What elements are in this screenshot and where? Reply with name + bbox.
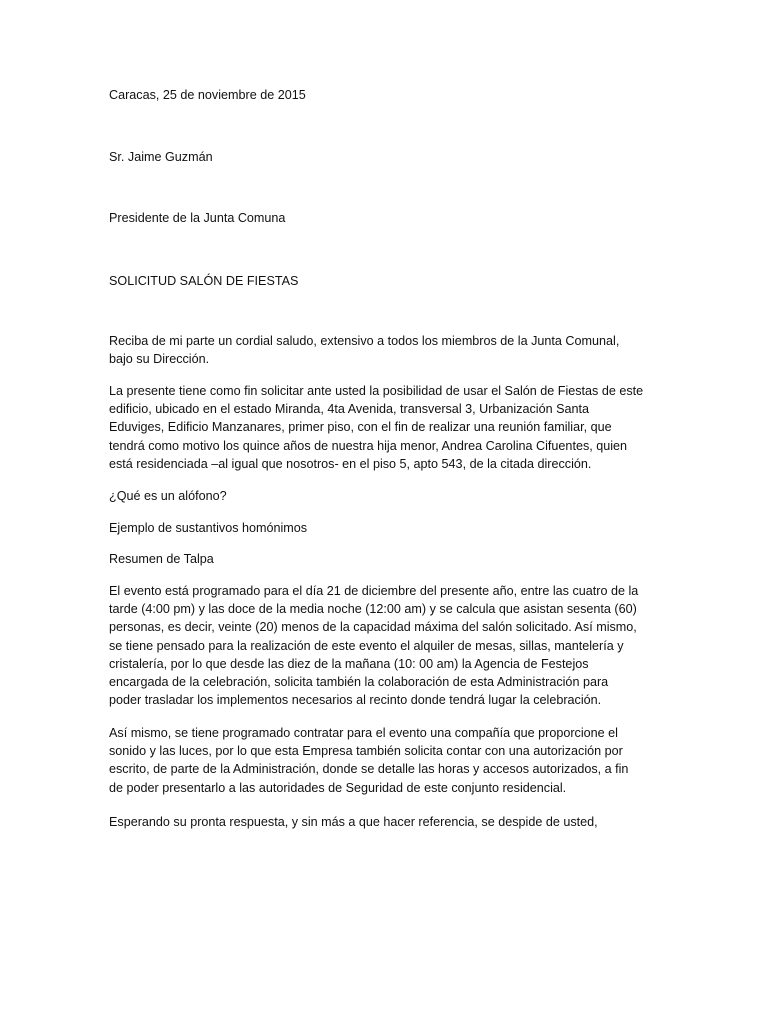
text-line: bajo su Dirección. <box>109 352 210 367</box>
letter-subject: SOLICITUD SALÓN DE FIESTAS <box>109 274 299 288</box>
body-paragraph-request <box>109 382 669 473</box>
text-line: está residenciada –al igual que nosotros- en el piso 5, apto 543, de la citada dirección. <box>109 456 592 471</box>
text-line: sonido y las luces, por lo que esta Empresa también solicita contar con una autorización por <box>109 744 623 759</box>
greeting-paragraph <box>109 332 669 368</box>
text-line: edificio, ubicado en el estado Miranda, 4ta Avenida, transversal 3, Urbanización Santa <box>109 402 590 417</box>
text-line: de poder presentarlo a las autoridades de Seguridad de este conjunto residencial. <box>109 780 567 795</box>
text-line: El evento está programado para el día 21 de diciembre del presente año, entre las cuatro de la <box>109 584 639 598</box>
text-line: personas, es decir, veinte (20) menos de la capacidad máxima del salón solicitado. Así mismo, <box>109 620 637 635</box>
text-line: encargada de la celebración, solicita también la colaboración de esta Administración para <box>109 675 609 690</box>
letter-date: Caracas, 25 de noviembre de 2015 <box>109 88 306 102</box>
text-line: tendrá como motivo los quince años de nuestra hija menor, Andrea Carolina Cifuentes, quien <box>109 438 628 453</box>
recipient-title: Presidente de la Junta Comuna <box>109 211 286 225</box>
inserted-line-1: ¿Qué es un alófono? <box>109 489 227 503</box>
body-paragraph-sound <box>109 724 669 797</box>
text-line: La presente tiene como fin solicitar ante usted la posibilidad de usar el Salón de Fiestas de este <box>109 384 644 398</box>
text-line: Eduviges, Edificio Manzanares, primer piso, con el fin de realizar una reunión familiar, que <box>109 420 612 435</box>
text-line: cristalería, por lo que desde las diez de la mañana (10: 00 am) la Agencia de Festejos <box>109 656 589 671</box>
inserted-line-2: Ejemplo de sustantivos homónimos <box>109 521 308 535</box>
text-line: Reciba de mi parte un cordial saludo, extensivo a todos los miembros de la Junta Comunal, <box>109 334 620 348</box>
recipient-name: Sr. Jaime Guzmán <box>109 150 213 164</box>
text-line: escrito, de parte de la Administración, donde se detalle las horas y accesos autorizados, a fin <box>109 762 629 777</box>
closing-line: Esperando su pronta respuesta, y sin más a que hacer referencia, se despide de usted, <box>109 815 598 829</box>
text-line: se tiene pensado para la realización de este evento el alquiler de mesas, sillas, mantelería y <box>109 638 624 653</box>
text-line: Así mismo, se tiene programado contratar para el evento una compañía que proporcione el <box>109 726 618 740</box>
text-line: poder trasladar los implementos necesarios al recinto donde tendrá lugar la celebración. <box>109 693 602 708</box>
inserted-line-3: Resumen de Talpa <box>109 552 214 566</box>
text-line: tarde (4:00 pm) y las doce de la media noche (12:00 am) y se calcula que asistan sesenta (60) <box>109 602 637 617</box>
body-paragraph-event <box>109 582 669 709</box>
